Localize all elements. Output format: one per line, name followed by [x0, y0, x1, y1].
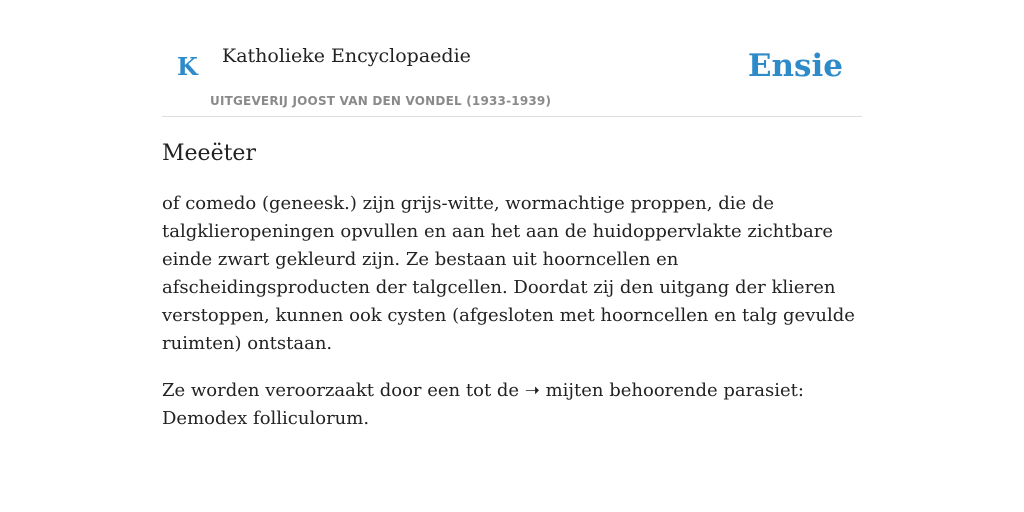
entry-title: Meeëter	[162, 141, 256, 166]
site-header	[162, 0, 862, 117]
publication-logo[interactable]: K	[177, 52, 198, 81]
publisher-label: UITGEVERIJ JOOST VAN DEN VONDEL (1933-1939)	[210, 94, 552, 108]
publication-title[interactable]: Katholieke Encyclopaedie	[222, 45, 471, 67]
paragraph-text: behoorende parasiet: Demodex folliculorum.	[162, 380, 804, 429]
article-paragraph	[162, 377, 862, 433]
paragraph-text: Ze worden veroorzaakt door een tot de	[162, 380, 525, 401]
article-paragraph: of comedo (geneesk.) zijn grijs-witte, wormachtige proppen, die de talgklieropeningen opvullen en aan het aan de huidoppervlakte zichtbare einde zwart gekleurd zijn. Ze bestaan uit hoorncellen en afscheidingsproducten der talgcellen. Doordat zij den uitgang der klieren verstoppen, kunnen ook cysten (afgesloten met hoorncellen en talg gevulde ruimten) ontstaan.	[162, 193, 855, 354]
article	[162, 138, 862, 452]
cross-reference-link[interactable]: ➝ mijten	[524, 380, 604, 401]
brand-logo-link[interactable]: Ensie	[747, 48, 843, 84]
